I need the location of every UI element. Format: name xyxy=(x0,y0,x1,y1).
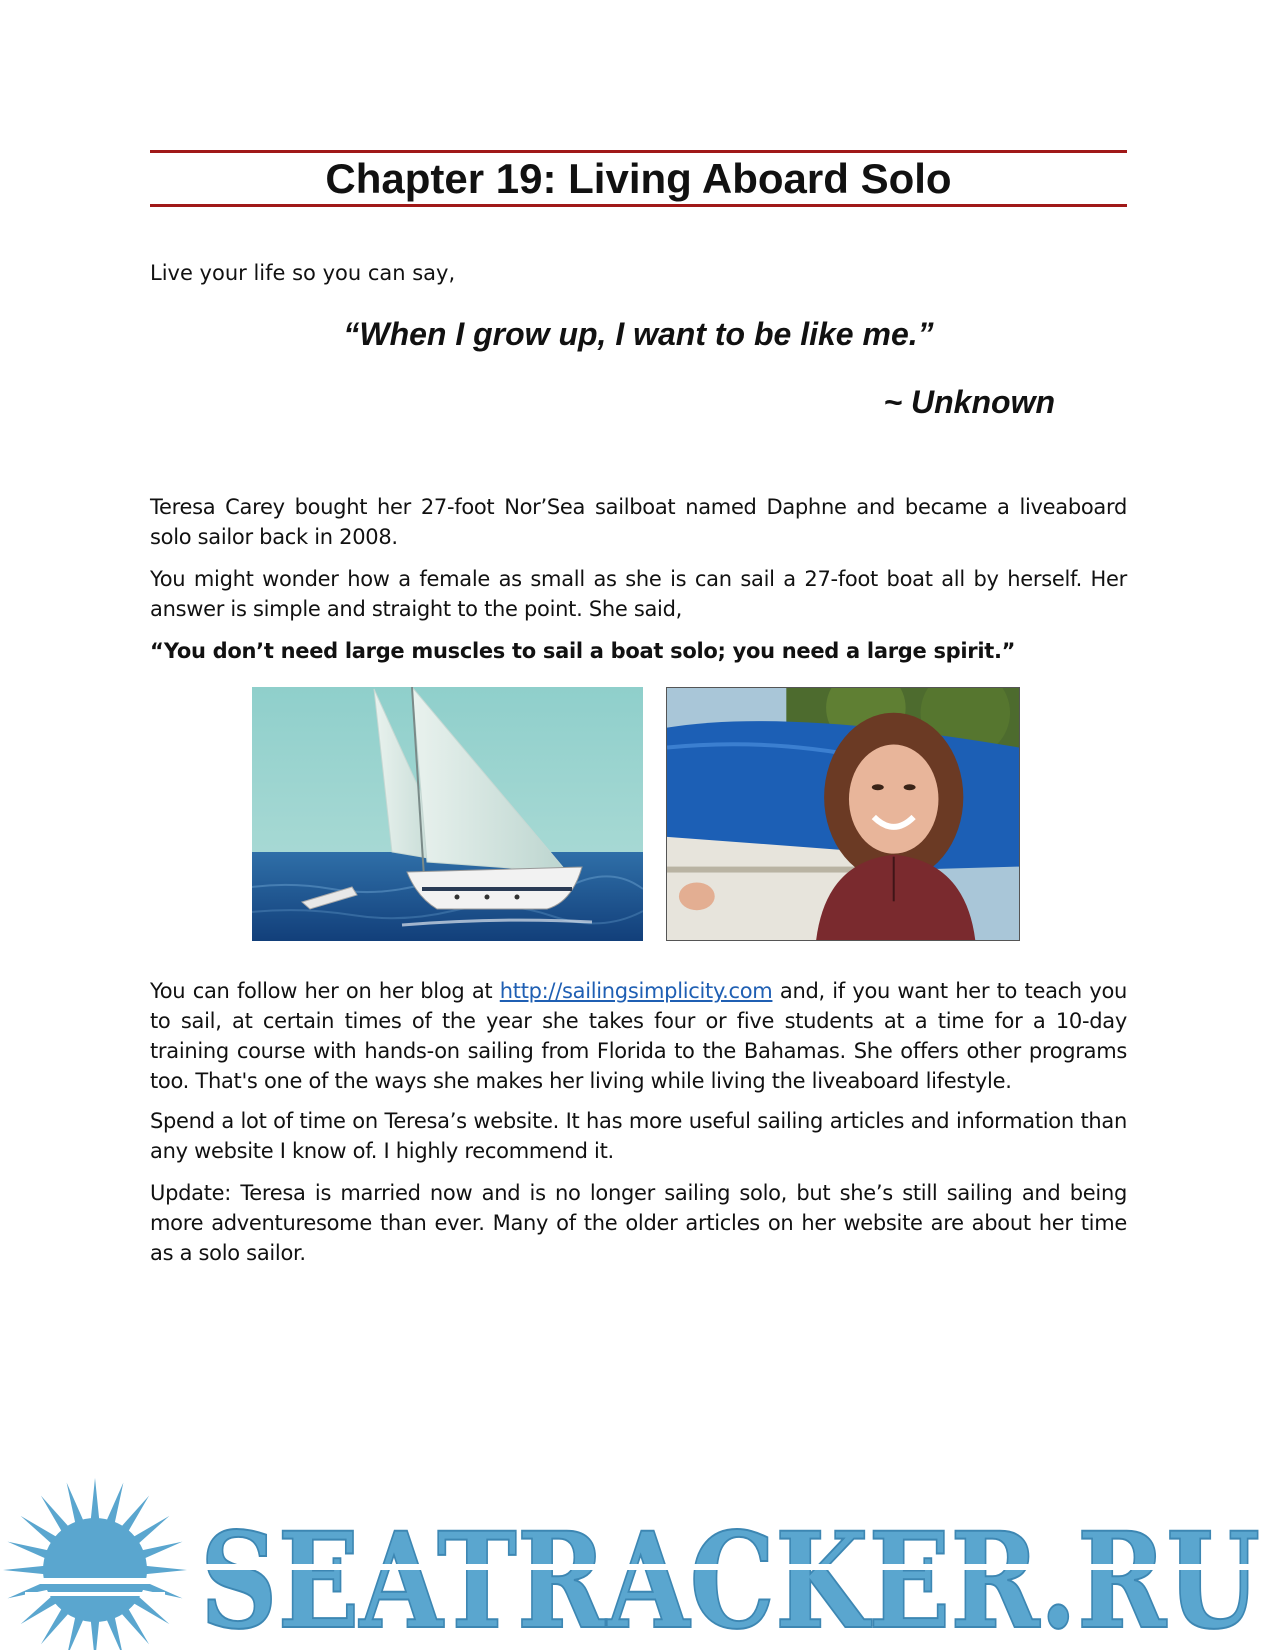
sun-ray xyxy=(121,1608,149,1645)
blog-link[interactable]: http://sailingsimplicity.com xyxy=(499,979,773,1003)
paragraph-4-rest: and, if you want her to teach you to sail, at certain times of the year she takes four or five students at a time for a 10-day training course with hands-on sailing from Florida to the Bahamas. She offers other programs too. That's one of the ways she makes her living while living the liveaboard lifestyle. xyxy=(150,979,1128,1093)
sun-ray xyxy=(145,1566,187,1575)
sun-ray xyxy=(41,1496,69,1533)
intro-line: Live your life so you can say, xyxy=(150,261,456,285)
sailboat-photo xyxy=(252,687,643,941)
epigraph-quote: “When I grow up, I want to be like me.” xyxy=(343,316,934,352)
sun-ray xyxy=(106,1483,123,1525)
sun-ray xyxy=(141,1542,183,1559)
sun-ray xyxy=(133,1516,170,1544)
sun-ray xyxy=(91,1478,100,1520)
watermark-logo xyxy=(0,1455,1275,1650)
sun-ray xyxy=(91,1620,100,1650)
sun-ray xyxy=(121,1496,149,1533)
paragraph-4-lead: You can follow her on her blog at xyxy=(150,979,500,1003)
title-rule-bottom xyxy=(150,204,1127,207)
watermark-text: SEATRACKER.RU xyxy=(200,1504,1260,1650)
sun-ray xyxy=(21,1516,58,1544)
epigraph-attribution: ~ Unknown xyxy=(883,384,1055,420)
chapter-title: Chapter 19: Living Aboard Solo xyxy=(325,155,952,202)
sun-ray xyxy=(67,1616,84,1650)
sun-ray xyxy=(3,1566,45,1575)
sun-ray xyxy=(21,1596,58,1624)
paragraph-4 xyxy=(150,976,1127,1096)
paragraph-5: Spend a lot of time on Teresa’s website. It has more useful sailing articles and information than any website I know of. I highly recommend it. xyxy=(150,1109,1127,1163)
sun-icon xyxy=(3,1478,187,1650)
bold-quote: “You don’t need large muscles to sail a boat solo; you need a large spirit.” xyxy=(150,639,1016,663)
portrait-photo xyxy=(666,687,1020,941)
sun-ray xyxy=(106,1616,123,1650)
title-rule-top xyxy=(150,150,1127,153)
paragraph-6: Update: Teresa is married now and is no longer sailing solo, but she’s still sailing and being more adventuresome than ever. Many of the older articles on her website are about her time as a solo sailor. xyxy=(150,1181,1127,1265)
paragraph-2: You might wonder how a female as small as she is can sail a 27-foot boat all by herself. Her answer is simple and straight to the point. She said, xyxy=(150,567,1127,621)
paragraph-1: Teresa Carey bought her 27-foot Nor’Sea sailboat named Daphne and became a liveaboard solo sailor back in 2008. xyxy=(150,495,1127,549)
sun-ray xyxy=(41,1608,69,1645)
sun-ray xyxy=(8,1542,50,1559)
sun-ray xyxy=(133,1596,170,1624)
sun-ray xyxy=(67,1483,84,1525)
